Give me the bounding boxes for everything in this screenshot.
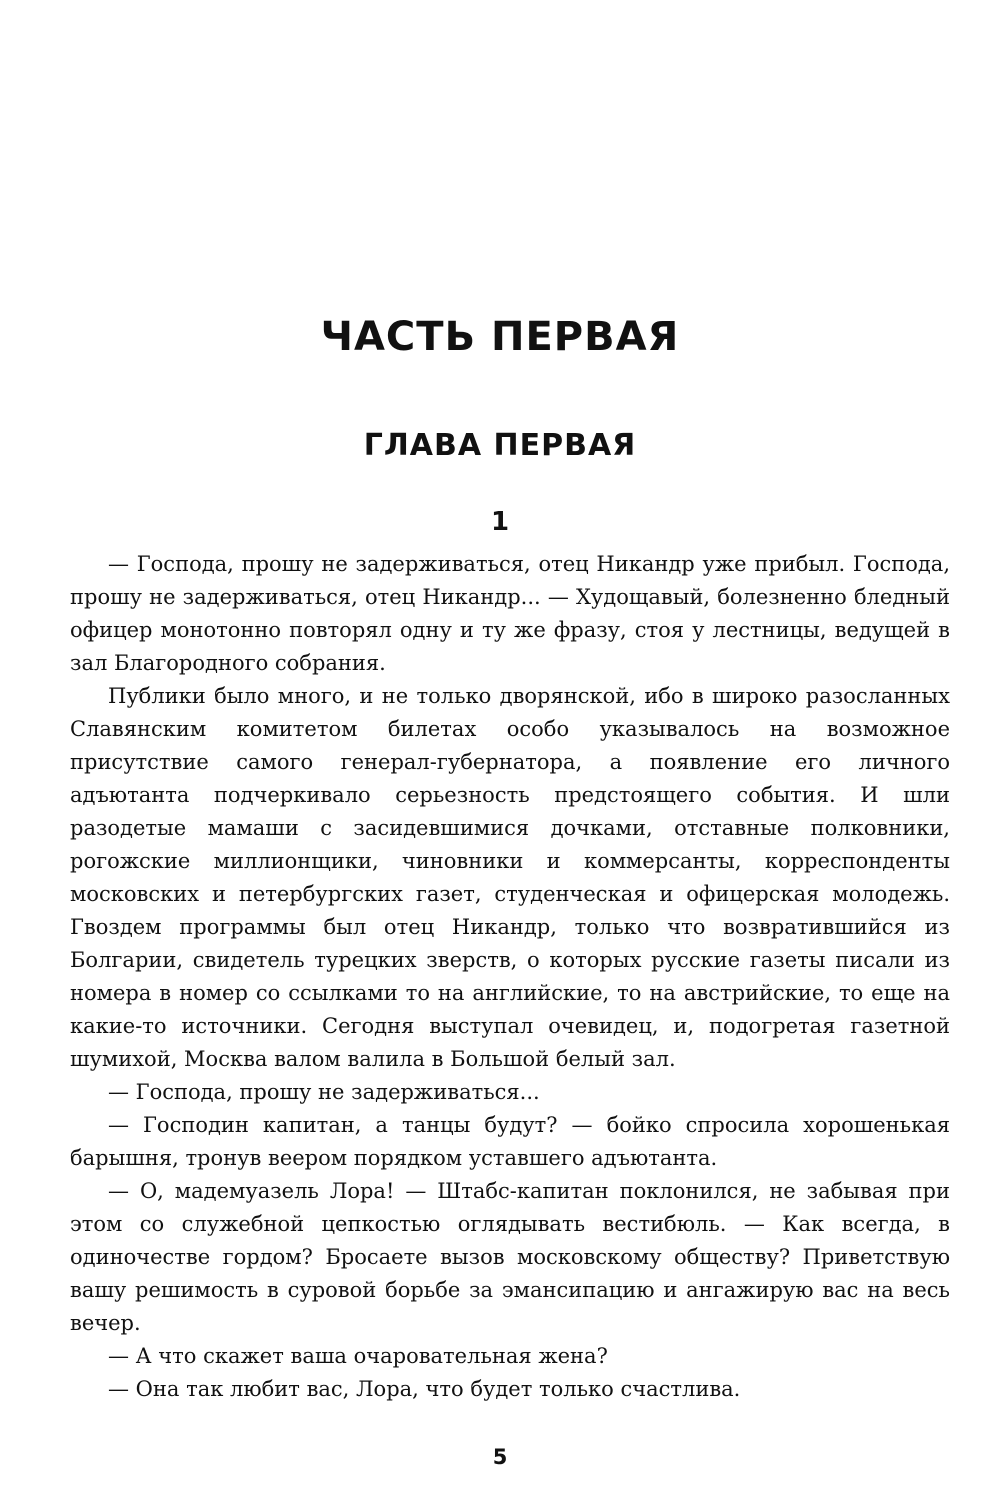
paragraph: — А что скажет ваша очаровательная жена? (108, 1344, 608, 1368)
part-title: ЧАСТЬ ПЕРВАЯ (320, 314, 680, 360)
paragraph: — Господин капитан, а танцы будут? — бойко спросила хорошенькая барышня, тронув веером порядком уставшего адъютанта. (70, 1113, 950, 1170)
section-number: 1 (490, 507, 510, 537)
paragraph: Публики было много, и не только дворянской, ибо в широко разосланных Славянским комитетом билетах особо указывалось на возможное присутствие самого генерал-губернатора, а появление его личного адъютанта подчеркивало серьезность предстоящего события. И шли разодетые мамаши с засидевшимися дочками, отставные полковники, рогожские миллионщики, чиновники и коммерсанты, корреспонденты московских и петербургских газет, студенческая и офицерская молодежь. Гвоздем программы был отец Никандр, только что возвратившийся из Болгарии, свидетель турецких зверств, о которых русские газеты писали из номера в номер со ссылками то на английские, то на австрийские, то еще на какие-то источники. Сегодня выступал очевидец, и, подогретая газетной шумихой, Москва валом валила в Большой белый зал. (70, 684, 950, 1071)
page-number: 5 (492, 1445, 508, 1469)
paragraph: — Господа, прошу не задерживаться... (108, 1080, 540, 1104)
body-text (70, 548, 950, 1406)
chapter-title: ГЛАВА ПЕРВАЯ (363, 428, 637, 463)
paragraph: — Она так любит вас, Лора, что будет только счастлива. (108, 1377, 741, 1401)
paragraph: — Господа, прошу не задерживаться, отец Никандр уже прибыл. Господа, прошу не задерживаться, отец Никандр... — Худощавый, болезненно бледный офицер монотонно повторял одну и ту же фразу, стоя у лестницы, ведущей в зал Благородного собрания. (70, 552, 950, 675)
paragraph: — О, мадемуазель Лора! — Штабс-капитан поклонился, не забывая при этом со служебной цепкостью оглядывать вестибюль. — Как всегда, в одиночестве гордом? Бросаете вызов московскому обществу? Приветствую вашу решимость в суровой борьбе за эмансипацию и ангажирую вас на весь вечер. (70, 1179, 950, 1335)
